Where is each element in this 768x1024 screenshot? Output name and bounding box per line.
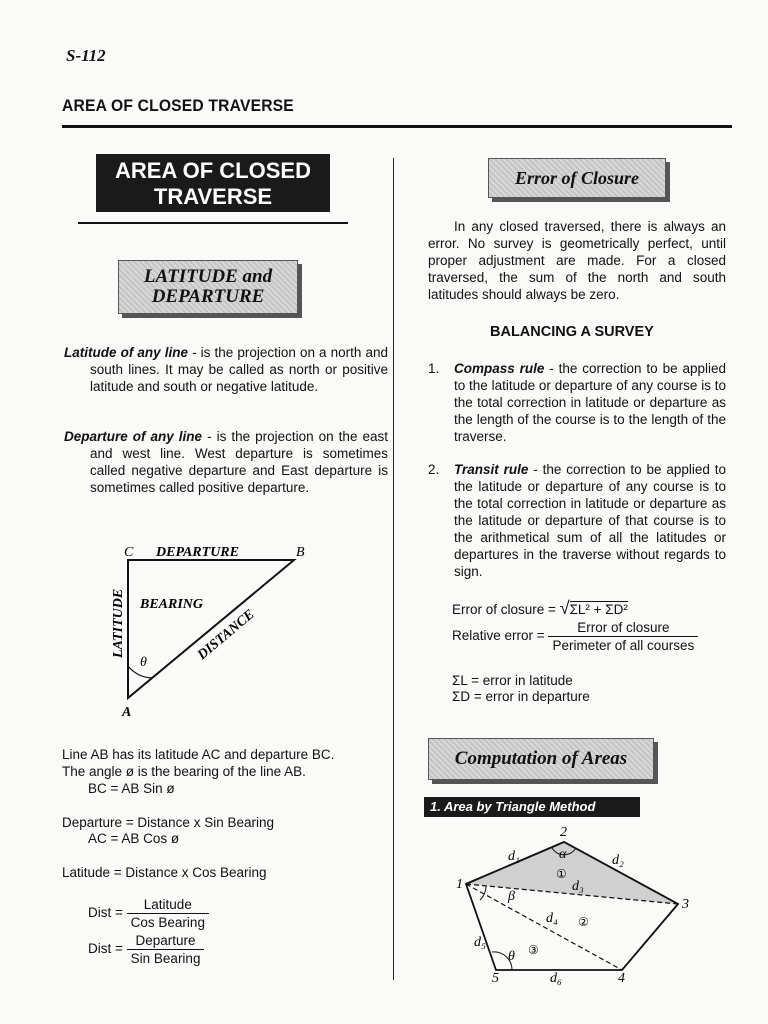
column-divider	[393, 158, 394, 980]
sum-d-definition: ΣD = error in departure	[452, 689, 590, 704]
latitude-term: Latitude of any line	[64, 345, 188, 360]
triangle-1-marker: ①	[556, 867, 567, 881]
sqrt-sign: √	[559, 598, 570, 618]
sum-l-definition: ΣL = error in latitude	[452, 673, 573, 688]
compass-rule-term: Compass rule	[454, 361, 545, 376]
label-departure: DEPARTURE	[156, 545, 239, 560]
vertex-5: 5	[492, 971, 499, 986]
section-title-underline	[78, 222, 348, 224]
triangle-3-marker: ③	[528, 943, 539, 957]
vertex-1: 1	[456, 877, 463, 892]
error-closure-formula	[452, 600, 628, 618]
triangle-method-figure	[440, 824, 710, 988]
dist1-numerator: Latitude	[127, 896, 209, 914]
computation-of-areas-banner: Computation of Areas	[428, 738, 654, 780]
vertex-3: 3	[682, 897, 689, 912]
page-number: S-112	[66, 46, 106, 65]
dist1-fraction	[127, 896, 209, 931]
triangle-2-marker: ②	[578, 915, 589, 929]
transit-rule-term: Transit rule	[454, 462, 529, 477]
departure-text: - is the projection on the east and west line. West departure is sometimes called negative departure and East departure is sometimes called positive departure.	[90, 429, 388, 495]
dist2-fraction	[127, 932, 205, 967]
balancing-heading: BALANCING A SURVEY	[490, 324, 654, 340]
ac-equation: AC = AB Cos ø	[88, 831, 180, 846]
dist2-lhs: Dist =	[88, 941, 123, 957]
relative-denominator: Perimeter of all courses	[552, 638, 695, 653]
dist2-numerator: Departure	[127, 932, 205, 950]
triangle-method-subhead: 1. Area by Triangle Method	[424, 797, 640, 817]
label-d4: d₄	[546, 911, 558, 926]
label-beta: β	[508, 889, 515, 904]
triangle-shape	[128, 560, 294, 698]
line-ab-text-2: The angle ø is the bearing of the line AB.	[62, 764, 306, 779]
diagonal-d4	[466, 884, 622, 970]
line-ab-text-1: Line AB has its latitude AC and departure BC.	[62, 747, 335, 762]
label-c: C	[124, 545, 134, 560]
closure-lhs: Error of closure =	[452, 602, 556, 617]
label-bearing: BEARING	[140, 597, 204, 612]
section-title-line-2: TRAVERSE	[153, 184, 273, 209]
label-d1: d₁	[508, 849, 520, 864]
compass-rule-text: - the correction to be applied to the latitude or departure of any course is to the total correction in latitude or departure as the length of the course is to the length of the traverse.	[454, 361, 726, 444]
section-title-line-1: AREA OF CLOSED	[115, 158, 311, 183]
transit-rule-item	[428, 461, 726, 580]
label-b: B	[296, 545, 305, 560]
latitude-text: - is the projection on a north and south lines. It may be called as north or positive latitude and south or negative latitude.	[90, 345, 388, 394]
dist1-denominator: Cos Bearing	[130, 915, 205, 930]
label-d6: d₆	[550, 971, 562, 986]
header-rule	[62, 125, 732, 128]
label-a: A	[122, 705, 132, 720]
closure-rhs: ΣL² + ΣD²	[569, 602, 628, 617]
banner-line-2: DEPARTURE	[151, 286, 265, 307]
section-title-box	[96, 154, 330, 212]
transit-rule-text: - the correction to be applied to the latitude or departure of any course is to the total correction in latitude or departure as the latitude or departure of that course is to the arithmetical sum of all the latitudes or departures in the traverse without regards to sign.	[454, 462, 726, 579]
distance-formula-1	[88, 896, 209, 931]
error-closure-paragraph: In any closed traversed, there is always an error. No survey is geometrically perfect, until proper adjustment are made. For a closed traversed, the sum of the north and south latitudes should always be zero.	[428, 219, 726, 302]
latitude-equation: Latitude = Distance x Cos Bearing	[62, 865, 267, 880]
relative-error-formula	[452, 619, 698, 654]
distance-formula-2	[88, 932, 204, 967]
item1-number: 1.	[428, 361, 440, 376]
label-d3: d₃	[572, 879, 584, 894]
dist2-denominator: Sin Bearing	[130, 951, 201, 966]
label-d5: d₅	[474, 935, 486, 950]
item2-number: 2.	[428, 462, 440, 477]
vertex-2: 2	[560, 825, 567, 840]
shaded-triangle-1	[466, 842, 678, 904]
error-of-closure-banner: Error of Closure	[488, 158, 666, 198]
relative-lhs: Relative error =	[452, 628, 545, 644]
latitude-departure-banner	[118, 260, 298, 314]
running-title: AREA OF CLOSED TRAVERSE	[62, 96, 294, 115]
bearing-triangle-diagram	[100, 538, 320, 723]
label-distance: DISTANCE	[194, 607, 258, 664]
banner-line-1: LATITUDE and	[143, 266, 273, 287]
dist1-lhs: Dist =	[88, 905, 123, 921]
relative-numerator: Error of closure	[548, 619, 698, 637]
label-theta: θ	[140, 655, 147, 670]
label-theta: θ	[508, 949, 515, 964]
latitude-definition	[64, 344, 388, 395]
label-alpha: α	[559, 847, 567, 862]
departure-term: Departure of any line	[64, 429, 203, 444]
compass-rule-item	[428, 360, 726, 445]
departure-definition	[64, 428, 388, 496]
vertex-4: 4	[618, 971, 625, 986]
bc-equation: BC = AB Sin ø	[88, 781, 175, 796]
label-d2: d₂	[612, 853, 624, 868]
departure-equation: Departure = Distance x Sin Bearing	[62, 815, 274, 830]
label-latitude: LATITUDE	[111, 588, 126, 658]
relative-fraction	[548, 619, 698, 654]
